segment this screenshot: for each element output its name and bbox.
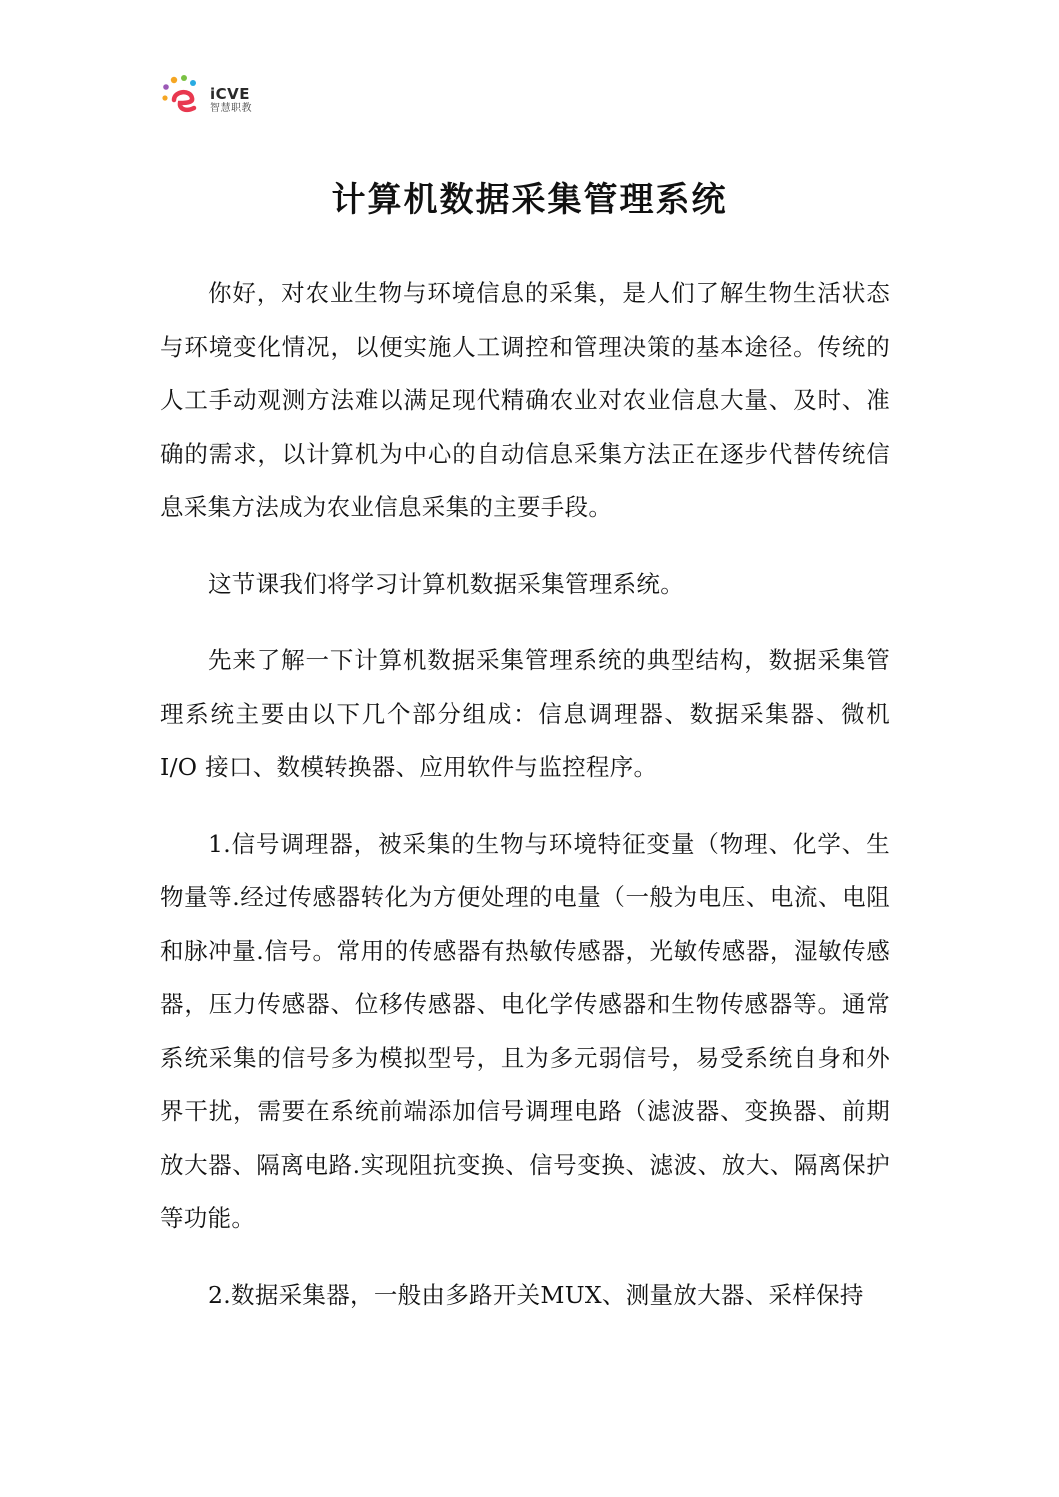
icve-logo-icon — [160, 74, 208, 120]
icve-logo — [160, 74, 270, 120]
logo-wordmark: iCVE — [210, 85, 251, 103]
logo-subtitle: 智慧职教 — [210, 103, 252, 114]
paragraph-signal-conditioner: 1.信号调理器，被采集的生物与环境特征变量（物理、化学、生物量等.经过传感器转化为方便处理的电量（一般为电压、电流、电阻和脉冲量.信号。常用的传感器有热敏传感器，光敏传感器，湿敏传感器，压力传感器、位移传感器、电化学传感器和生物传感器等。通常系统采集的信号多为模拟型号，且为多元弱信号，易受系统自身和外界干扰，需要在系统前端添加信号调理电路（滤波器、变换器、前期放大器、隔离电路.实现阻抗变换、信号变换、滤波、放大、隔离保护等功能。 — [160, 829, 890, 1232]
paragraph-intro: 你好，对农业生物与环境信息的采集，是人们了解生物生活状态与环境变化情况，以便实施人工调控和管理决策的基本途径。传统的人工手动观测方法难以满足现代精确农业对农业信息大量、及时、准确的需求，以计算机为中心的自动信息采集方法正在逐步代替传统信息采集方法成为农业信息采集的主要手段。 — [160, 279, 890, 521]
document-title: 计算机数据采集管理系统 — [331, 180, 728, 220]
paragraph-lesson: 这节课我们将学习计算机数据采集管理系统。 — [208, 569, 684, 598]
paragraph-structure: 先来了解一下计算机数据采集管理系统的典型结构，数据采集管理系统主要由以下几个部分组成：信息调理器、数据采集器、微机 I/O 接口、数模转换器、应用软件与监控程序。 — [160, 646, 890, 781]
paragraph-data-collector: 2.数据采集器，一般由多路开关MUX、测量放大器、采样保持 — [208, 1280, 864, 1309]
document-body — [160, 267, 890, 1345]
